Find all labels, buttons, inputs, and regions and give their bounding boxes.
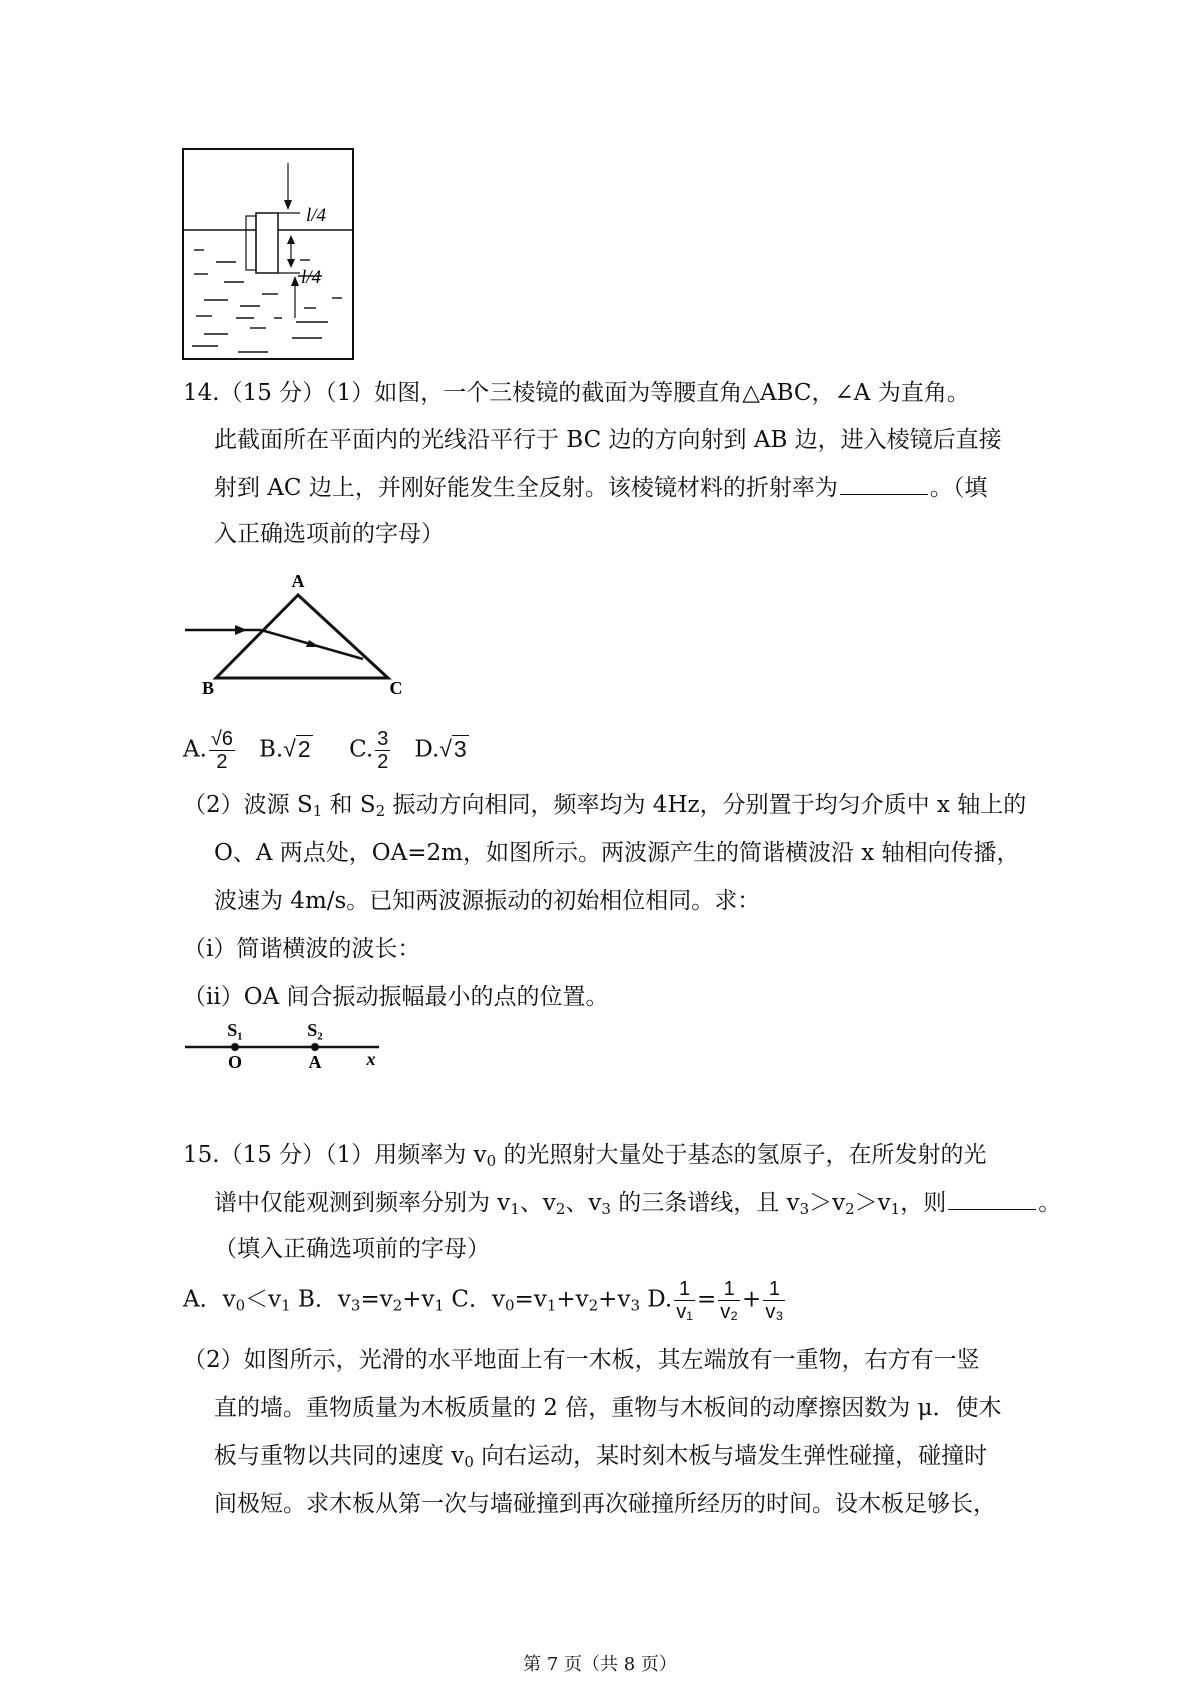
point-a-label: A [308, 1052, 322, 1072]
q14-part2-sub-ii: （ii）OA 间合振动振幅最小的点的位置。 [183, 984, 609, 1010]
point-o-label: O [227, 1052, 243, 1072]
q15-line3: （填入正确选项前的字母） [214, 1236, 490, 1262]
option-d-fraction-2: $\frac{1}{\text{v₂}}$ [720, 1278, 739, 1323]
source-s2-label: S₂ [307, 1020, 323, 1040]
label-quarter-bottom: l/4 [301, 267, 322, 288]
q15-part2-line1: （2）如图所示，光滑的水平地面上有一木板，其左端放有一重物，右方有一竖 [183, 1347, 980, 1373]
source-s1-label: S₁ [227, 1020, 243, 1040]
option-d-radical: √3 [439, 735, 467, 762]
vertex-a-label: A [291, 571, 305, 591]
prism-figure [183, 570, 413, 698]
option-c-fraction: $\frac{3}{2}$ [377, 728, 389, 773]
q15-options: A．$v_0<v_1$ B．$v_3=v_2+v_1$ C．$v_0=v_1+v_2+v_3$ D. $\frac{1}{\text{v₁}}$ = $\frac{1}{\text{v₂}}$ + $\frac{1}{\text{v₃}}$ [183, 1278, 784, 1323]
q14-line4: 入正确选项前的字母） [214, 521, 444, 547]
q15-line2: 谱中仅能观测到频率分别为 $v_1$、$v_2$、$v_3$ 的三条谱线，且 $v_3>v_2>v_1$，则 。 [214, 1187, 1061, 1218]
vertex-c-label: C [389, 678, 403, 698]
q14-line2: 此截面所在平面内的光线沿平行于 BC 边的方向射到 AB 边，进入棱镜后直接 [214, 427, 1002, 453]
water-block-figure [182, 148, 354, 360]
q14-title: 14.（15 分）（1）如图，一个三棱镜的截面为等腰直角△ABC，∠A 为直角。 [183, 380, 970, 406]
q15-part2-line3: 板与重物以共同的速度 $v_0$ 向右运动，某时刻木板与墙发生弹性碰撞，碰撞时 [214, 1443, 988, 1471]
x-axis-figure [183, 1018, 383, 1076]
q14-part2-sub-i: （i）简谐横波的波长： [183, 936, 421, 962]
q14-part2-line2: O、A 两点处，OA=2m，如图所示。两波源产生的简谐横波沿 x 轴相向传播， [214, 840, 1020, 866]
label-quarter-top: l/4 [306, 205, 327, 226]
q15-part2-line2: 直的墙。重物质量为木板质量的 2 倍，重物与木板间的动摩擦因数为 μ．使木 [214, 1395, 1002, 1421]
axis-x-label: x [366, 1049, 376, 1069]
q14-part2-line3: 波速为 4m/s。已知两波源振动的初始相位相同。求： [214, 888, 761, 914]
q15-part2-line4: 间极短。求木板从第一次与墙碰撞到再次碰撞所经历的时间。设木板足够长， [214, 1491, 996, 1517]
answer-blank-q15 [948, 1187, 1036, 1210]
q14-line3: 射到 AC 边上，并刚好能发生全反射。该棱镜材料的折射率为 。（填 [214, 472, 987, 503]
answer-blank [840, 472, 928, 495]
q14-options: A. $\frac{√6}{2}$ B.√2 C. $\frac{3}{2}$ D.√3 [183, 728, 467, 773]
option-d-fraction-3: $\frac{1}{\text{v₃}}$ [765, 1278, 784, 1323]
q14-part2-line1: （2）波源 $S_1$ 和 $S_2$ 振动方向相同，频率均为 4Hz，分别置于均匀介质中 x 轴上的 [183, 792, 1027, 820]
option-a-fraction: $\frac{√6}{2}$ [210, 728, 234, 773]
page-footer: 第 7 页（共 8 页） [523, 1654, 677, 1675]
vertex-b-label: B [201, 678, 215, 698]
option-b-radical: √2 [283, 735, 311, 762]
option-d-fraction-1: $\frac{1}{\text{v₁}}$ [676, 1278, 693, 1323]
q15-title: 15.（15 分）（1）用频率为 $v_0$ 的光照射大量处于基态的氢原子，在所发射的光 [183, 1142, 987, 1170]
